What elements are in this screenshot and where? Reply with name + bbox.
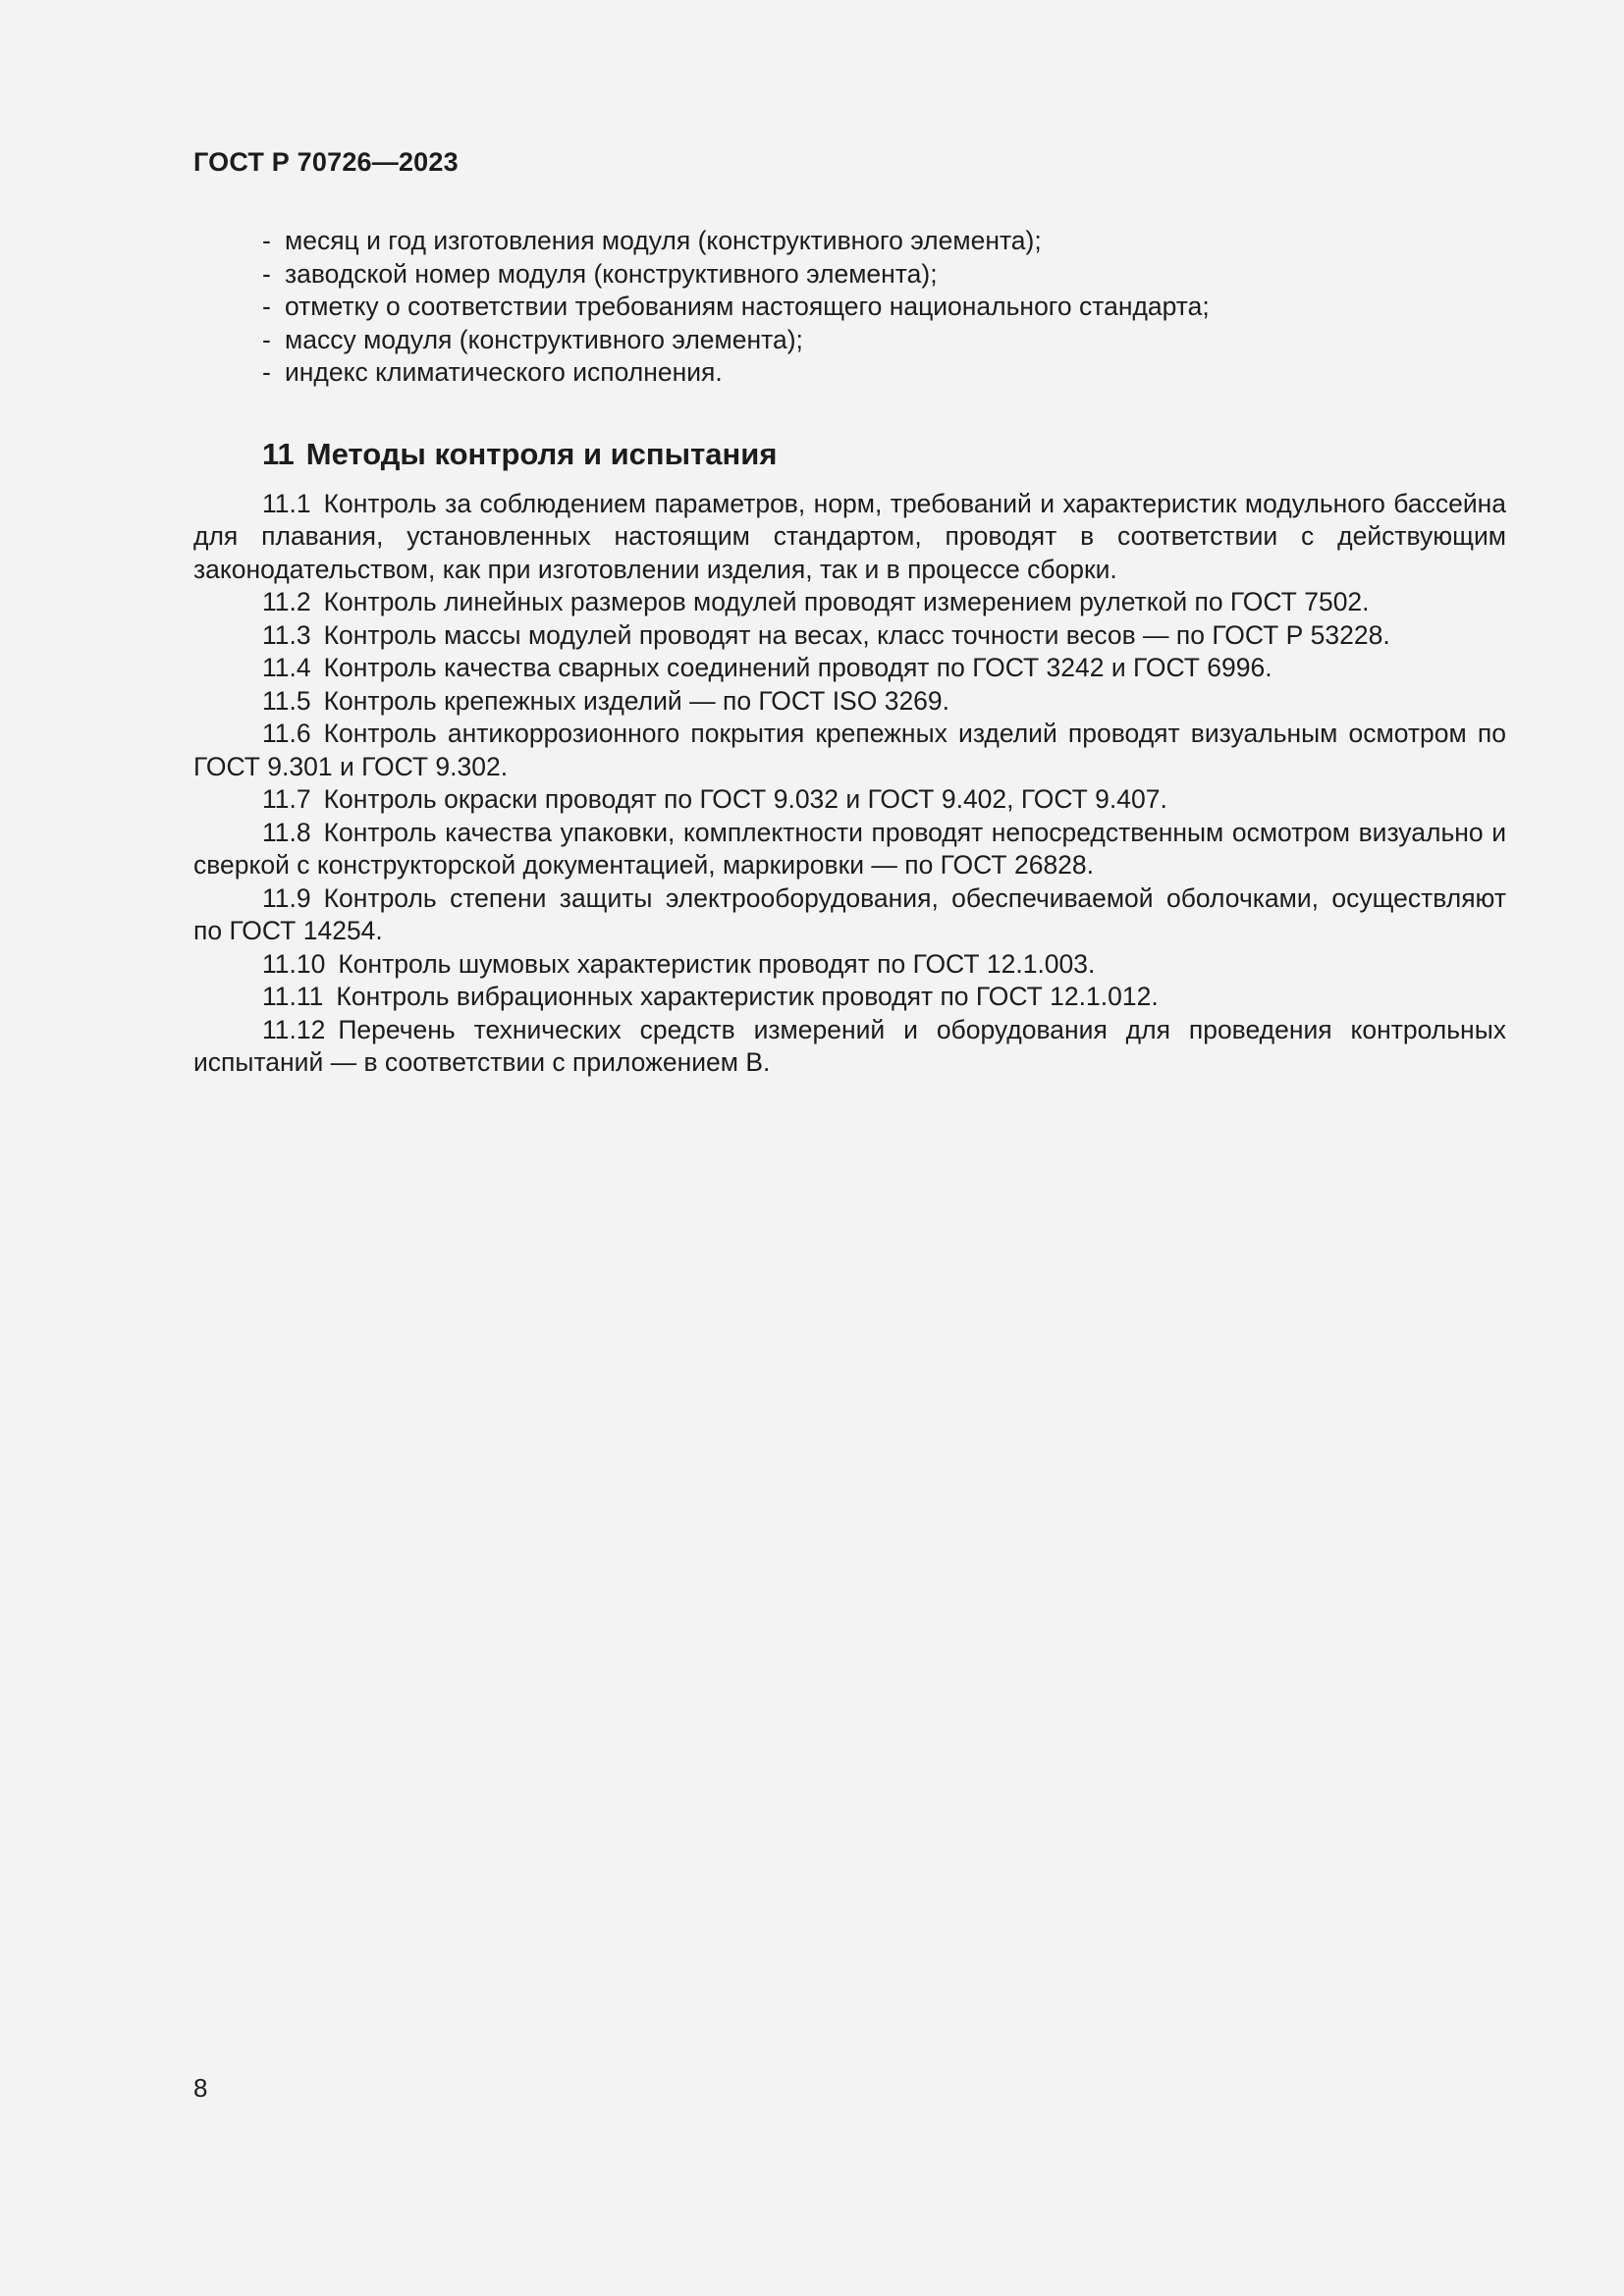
paragraph-11-12 — [193, 1014, 1506, 1080]
paragraph-text: Контроль степени защиты электрооборудования, обеспечиваемой оболочками, осуществляют по ГОСТ 14254. — [193, 882, 1506, 945]
paragraph-text: Контроль линейных размеров модулей проводят измерением рулеткой по ГОСТ 7502. — [323, 587, 1370, 616]
paragraph-11-5 — [193, 685, 1506, 719]
paragraph-11-3 — [193, 619, 1506, 653]
paragraph-text: Перечень технических средств измерений и оборудования для проведения контрольных испытаний — в соответствии с приложением В. — [193, 1014, 1506, 1077]
list-item-text: массу модуля (конструктивного элемента); — [285, 324, 803, 354]
paragraph-11-9 — [193, 882, 1506, 948]
bullet-dash: - — [262, 226, 271, 255]
paragraph-text: Контроль качества сварных соединений проводят по ГОСТ 3242 и ГОСТ 6996. — [323, 653, 1272, 682]
page-number: 8 — [193, 2073, 208, 2103]
paragraph-number: 11.11 — [262, 982, 324, 1011]
document-body — [193, 225, 1506, 1080]
paragraph-number: 11.12 — [262, 1014, 326, 1044]
paragraph-number: 11.7 — [262, 784, 311, 814]
paragraph-number: 11.4 — [262, 653, 311, 682]
bullet-dash: - — [262, 292, 271, 321]
paragraph-number: 11.6 — [262, 719, 311, 748]
paragraph-number: 11.5 — [262, 685, 311, 716]
paragraph-text: Контроль шумовых характеристик проводят по ГОСТ 12.1.003. — [338, 948, 1096, 979]
paragraph-text: Контроль массы модулей проводят на весах, класс точности весов — по ГОСТ Р 53228. — [323, 619, 1390, 650]
paragraph-number: 11.8 — [262, 817, 311, 847]
list-item-text: индекс климатического исполнения. — [285, 357, 723, 387]
paragraph-11-11 — [193, 981, 1506, 1014]
paragraph-text: Контроль за соблюдением параметров, норм, требований и характеристик модульного бассейна для плавания, установленных настоящим стандартом, проводят в соответствии с действующим законодательством, как при изготовлении изделия, так и в процессе сборки. — [193, 488, 1506, 584]
bullet-dash: - — [262, 357, 271, 387]
document-header: ГОСТ Р 70726—2023 — [193, 147, 459, 177]
paragraph-number: 11.10 — [262, 948, 326, 979]
paragraph-11-1 — [193, 488, 1506, 587]
paragraph-text: Контроль качества упаковки, комплектности проводят непосредственным осмотром визуально и сверкой с конструкторской документацией, маркировки — по ГОСТ 26828. — [193, 817, 1506, 880]
paragraph-11-8 — [193, 817, 1506, 882]
paragraph-number: 11.1 — [262, 488, 311, 518]
bullet-dash: - — [262, 258, 271, 289]
paragraph-text: Контроль антикоррозионного покрытия крепежных изделий проводят визуальным осмотром по ГОСТ 9.301 и ГОСТ 9.302. — [193, 719, 1506, 781]
section-title-text: Методы контроля и испытания — [305, 436, 778, 471]
paragraph-text: Контроль крепежных изделий — по ГОСТ ISO 3269. — [323, 685, 950, 716]
paragraph-number: 11.9 — [262, 882, 311, 913]
list-item — [193, 356, 1506, 390]
section-heading — [262, 435, 1506, 474]
list-item-text: месяц и год изготовления модуля (конструктивного элемента); — [285, 226, 1042, 255]
paragraph-11-6 — [193, 718, 1506, 783]
paragraph-11-10 — [193, 948, 1506, 982]
list-item-text: отметку о соответствии требованиям настоящего национального стандарта; — [285, 292, 1210, 321]
section-number: 11 — [262, 436, 295, 471]
paragraph-text: Контроль окраски проводят по ГОСТ 9.032 и ГОСТ 9.402, ГОСТ 9.407. — [323, 784, 1167, 814]
paragraph-11-7 — [193, 783, 1506, 817]
list-item — [193, 258, 1506, 292]
paragraph-text: Контроль вибрационных характеристик проводят по ГОСТ 12.1.012. — [336, 982, 1159, 1011]
paragraph-number: 11.3 — [262, 619, 311, 650]
bullet-list — [193, 225, 1506, 390]
bullet-dash: - — [262, 324, 271, 354]
list-item-text: заводской номер модуля (конструктивного элемента); — [285, 258, 938, 289]
list-item — [193, 291, 1506, 324]
paragraph-11-4 — [193, 652, 1506, 685]
paragraph-number: 11.2 — [262, 587, 311, 616]
list-item — [193, 324, 1506, 357]
paragraph-11-2 — [193, 586, 1506, 619]
list-item — [193, 225, 1506, 258]
